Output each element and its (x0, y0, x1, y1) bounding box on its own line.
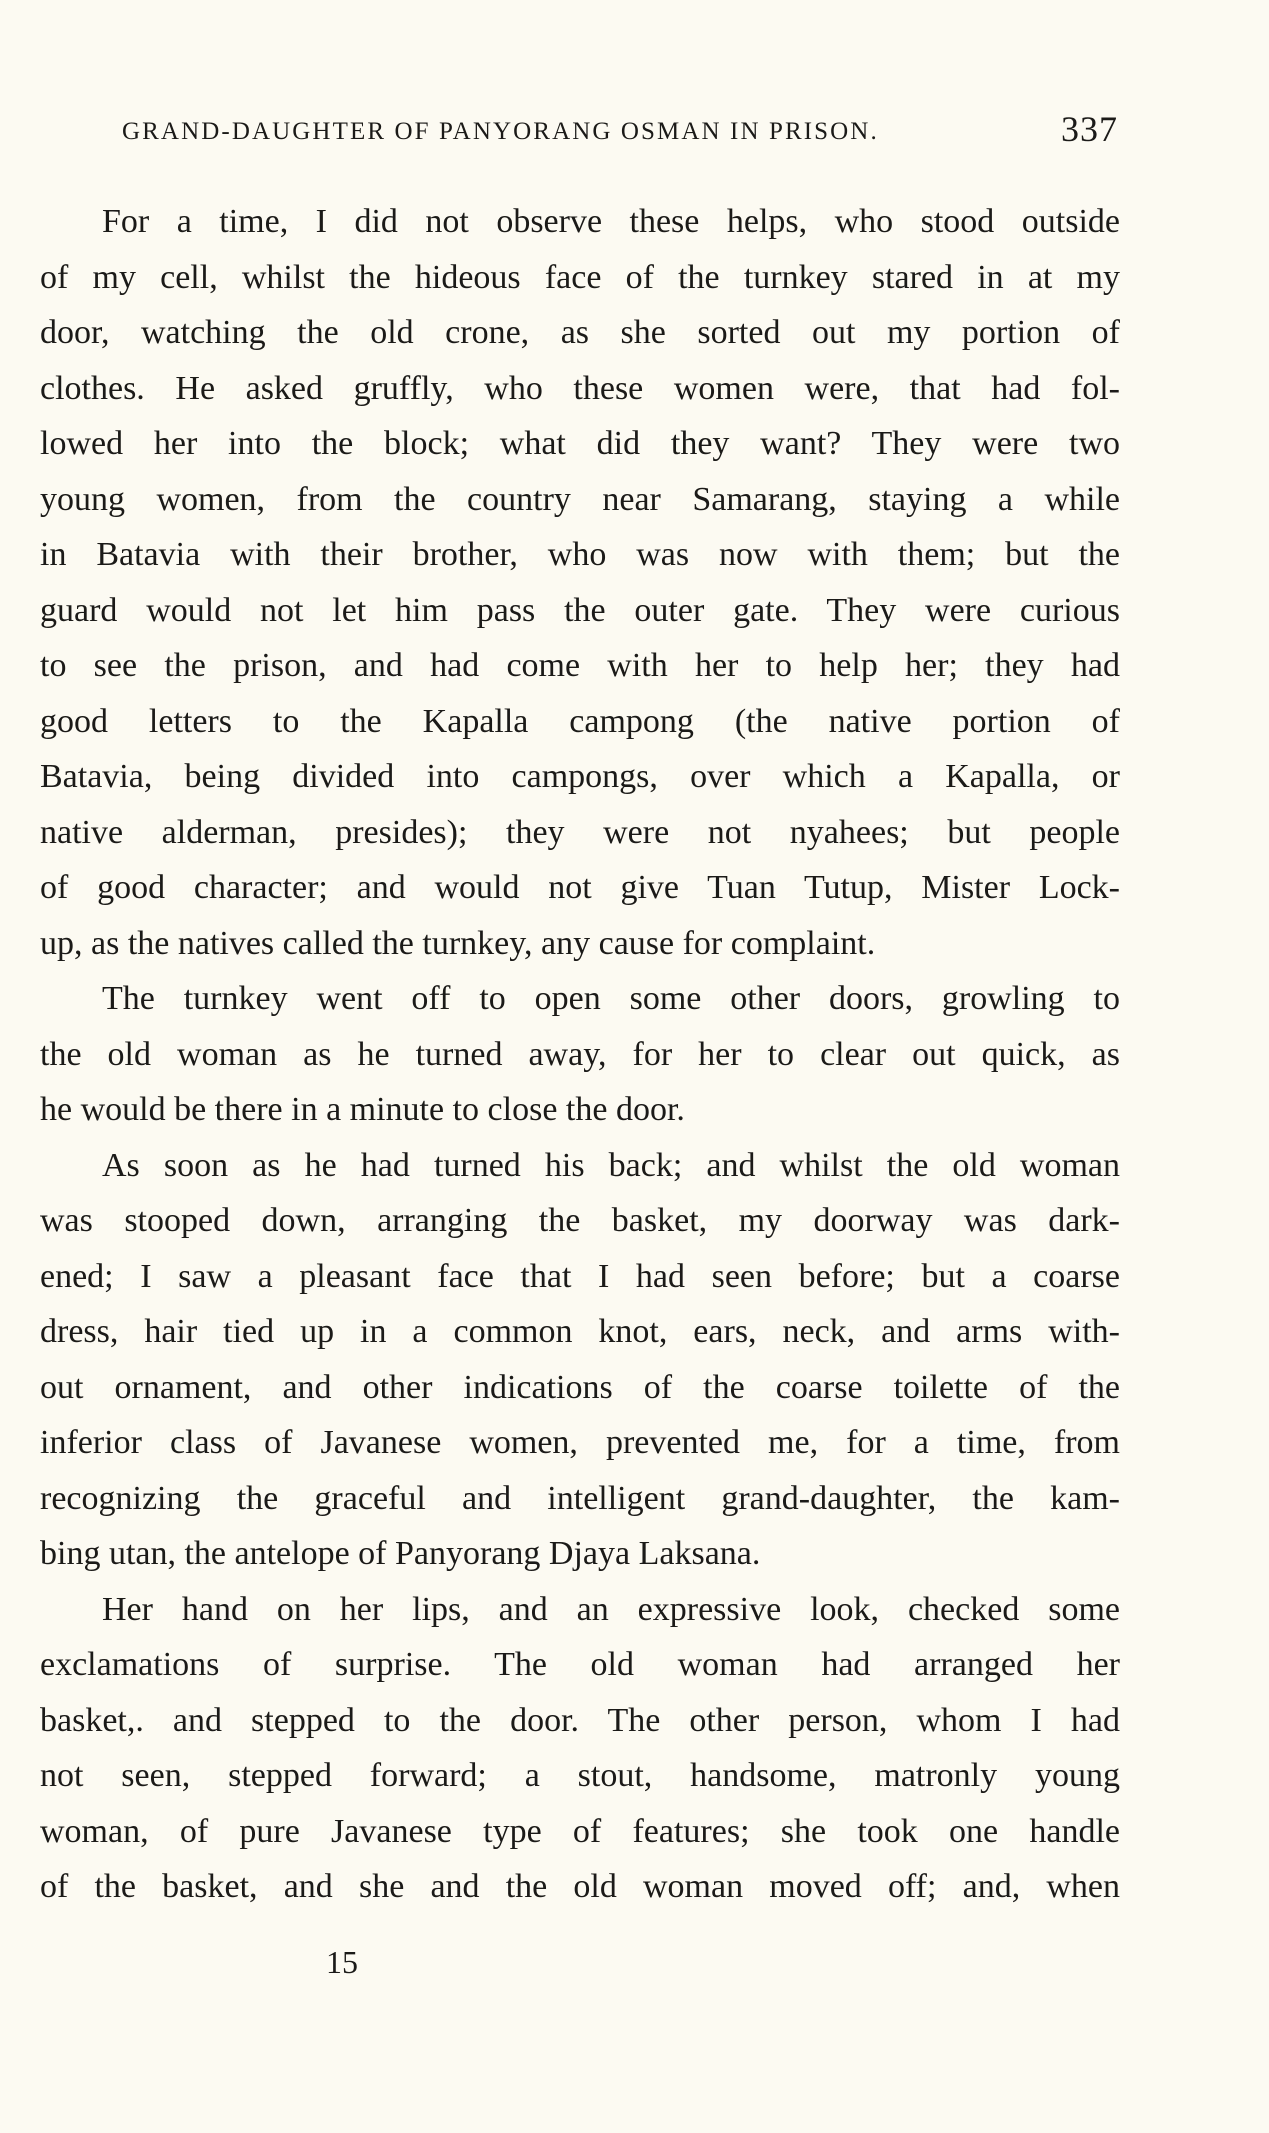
text-line: bing utan, the antelope of Panyorang Djaya Laksana. (40, 1535, 761, 1572)
text-line: the old woman as he turned away, for her to clear out quick, as (40, 1035, 1120, 1073)
text-line: good letters to the Kapalla campong (the native portion of (40, 702, 1120, 740)
text-line: The turnkey went off to open some other doors, growling to (102, 980, 1120, 1017)
text-line: not seen, stepped forward; a stout, handsome, matronly young (40, 1757, 1120, 1794)
text-line: guard would not let him pass the outer gate. They were curious (40, 591, 1120, 629)
text-line: out ornament, and other indications of the coarse toilette of the (40, 1368, 1120, 1406)
text-line: native alderman, presides); they were not nyahees; but people (40, 813, 1120, 851)
text-line: of the basket, and she and the old woman moved off; and, when (40, 1868, 1120, 1905)
text-line: to see the prison, and had come with her to help her; they had (40, 647, 1120, 684)
text-line: recognizing the graceful and intelligent grand-daughter, the kam- (40, 1479, 1120, 1517)
text-line: he would be there in a minute to close the door. (40, 1091, 685, 1128)
text-line: woman, of pure Javanese type of features; she took one handle (40, 1812, 1120, 1850)
text-line: clothes. He asked gruffly, who these women were, that had fol- (40, 369, 1120, 407)
body-text (40, 194, 1120, 1915)
text-line: lowed her into the block; what did they want? They were two (40, 425, 1120, 462)
running-head (118, 109, 1118, 152)
text-line: of my cell, whilst the hideous face of the turnkey stared in at my (40, 258, 1120, 296)
text-line: For a time, I did not observe these helps, who stood outside (102, 203, 1120, 240)
text-line: basket,. and stepped to the door. The other person, whom I had (40, 1701, 1120, 1739)
signature-mark: 15 (326, 1944, 358, 1980)
text-line: up, as the natives called the turnkey, any cause for complaint. (40, 924, 876, 962)
text-line: ened; I saw a pleasant face that I had seen before; but a coarse (40, 1257, 1120, 1295)
text-line: Batavia, being divided into campongs, over which a Kapalla, or (40, 758, 1120, 795)
page-number: 337 (1061, 109, 1118, 149)
text-line: As soon as he had turned his back; and whilst the old woman (102, 1146, 1120, 1184)
text-line: dress, hair tied up in a common knot, ears, neck, and arms with- (40, 1313, 1120, 1350)
text-line: Her hand on her lips, and an expressive look, checked some (102, 1590, 1120, 1628)
text-line: exclamations of surprise. The old woman had arranged her (40, 1646, 1120, 1683)
running-title: GRAND-DAUGHTER OF PANYORANG OSMAN IN PRISON. (122, 118, 879, 145)
text-line: young women, from the country near Samarang, staying a while (40, 480, 1120, 518)
text-line: inferior class of Javanese women, prevented me, for a time, from (40, 1424, 1120, 1461)
text-line: of good character; and would not give Tuan Tutup, Mister Lock- (40, 869, 1120, 906)
text-line: door, watching the old crone, as she sorted out my portion of (40, 314, 1120, 351)
text-line: in Batavia with their brother, who was now with them; but the (40, 536, 1120, 573)
text-line: was stooped down, arranging the basket, my doorway was dark- (40, 1202, 1120, 1239)
